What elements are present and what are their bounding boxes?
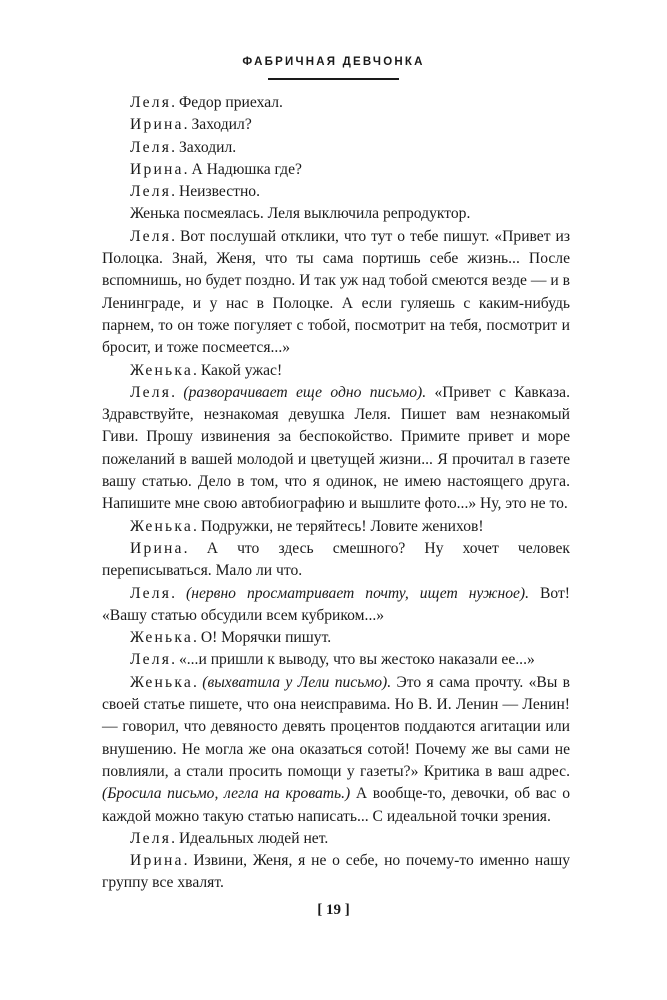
dialogue-paragraph: Женька. (выхватила у Лели письмо). Это я сама прочту. «Вы в своей статье пишете, что она неисправима. Но В. И. Ленин — Ленин! — говорил, что девяносто девять процентов поддаются агитации или внушению. Не могла же она оказаться сотой! Почему же вы сами не повлияли, а стали просить помощи у газеты?» Критика в ваш адрес. (Бросила письмо, легла на кровать.) А вообще-то, девочки, об вас о каждой можно такую статью написать... С идеальной точки зрения. [102,673,571,825]
speaker-name: Леля [130,829,172,847]
header-rule [268,78,399,80]
dialogue-text: Женька посмеялась. Леля выключила репродуктор. [130,205,471,223]
speaker-name: Ирина [130,539,184,557]
stage-direction: (нервно просматривает почту, ищет нужное). [186,584,530,602]
page-number: [ 19 ] [317,902,350,918]
dialogue-paragraph: Леля. (разворачивает еще одно письмо). «Привет с Кавказа. Здравствуйте, незнакомая девушка Леля. Пишет вам незнакомый Гиви. Прошу извинения за беспокойство. Примите привет и море пожеланий в вашей молодой и цветущей жизни... Я прочитал в газете вашу статью. Дело в том, что я одинок, не имею настоящего друга. Напишите мне свою автобиографию и вышлите фото...» Ну, это не то. [102,383,571,513]
speaker-name: Женька [130,517,194,535]
dialogue-paragraph: Леля. (нервно просматривает почту, ищет нужное). Вот! «Вашу статью обсудили всем кубриком...» [102,584,570,624]
stage-direction: (разворачивает еще одно письмо). [183,383,427,401]
dialogue-paragraph: Леля. «...и пришли к выводу, что вы жестоко наказали ее...» [130,651,535,669]
dialogue-text: Это я сама прочту. «Вы в своей статье пишете, что она неисправима. Но В. И. Ленин — Ленин! — говорил, что девяносто девять процентов поддаются агитации или внушению. Не могла же она оказаться сотой! Почему же вы сами не повлияли, а стали просить помощи у газеты?» Критика в ваш адрес. [102,673,571,780]
dialogue-paragraph: Леля. Вот послушай отклики, что тут о тебе пишут. «Привет из Полоцка. Знай, Женя, что ты сама портишь себе жизнь... После вспомнишь, но будет поздно. И так уж над тобой смеются везде — и в Ленинграде, и у нас в Полоцке. А если гуляешь с каким-нибудь парнем, то он тоже погуляет с тобой, посмотрит на тебя, посмотрит и бросит, и тоже посмеется...» [102,227,571,357]
dialogue-text: Вот! «Вашу статью обсудили всем кубриком...» [102,584,570,624]
running-header: ФАБРИЧНАЯ ДЕВЧОНКА [242,56,425,68]
dialogue-text: «Привет с Кавказа. Здравствуйте, незнакомая девушка Леля. Пишет вам незнакомый Гиви. Прошу извинения за беспокойство. Примите привет и море пожеланий в вашей молодой и цветущей жизни... Я прочитал в газете вашу статью. Дело в том, что я одинок, не имею настоящего друга. Напишите мне свою автобиографию и вышлите фото...» Ну, это не то. [102,383,571,513]
dialogue-text: Федор приехал. [178,94,283,111]
dialogue-text: А что здесь смешного? Ну хочет человек переписываться. Мало ли что. [102,539,571,580]
dialogue-paragraph: Женька. О! Морячки пишут. [130,629,332,647]
speaker-name: Ирина [130,116,184,134]
speaker-name: Леля [130,138,172,156]
dialogue-paragraph: Ирина. Заходил? [130,116,252,134]
dialogue-paragraph: Женька. Какой ужас! [130,361,283,379]
dialogue-text: А вообще-то, девочки, об вас о каждой можно такую статью написать... С идеальной точки зрения. [102,785,570,825]
dialogue-text: О! Морячки пишут. [200,629,332,647]
dialogue-paragraph: Леля. Заходил. [130,138,237,156]
speaker-name: Леля [130,584,172,602]
dialogue-text: Какой ужас! [200,361,283,379]
speaker-name: Леля [130,227,172,245]
speaker-name: Леля [130,94,172,111]
dialogue-paragraph: Ирина. А что здесь смешного? Ну хочет человек переписываться. Мало ли что. [102,539,571,580]
dialogue-paragraph: Ирина. Извини, Женя, я не о себе, но почему-то именно нашу группу все хвалят. [102,852,570,892]
speaker-name: Ирина [130,852,184,870]
dialogue-paragraph: Ирина. А Надюшка где? [130,160,302,178]
dialogue-text: Подружки, не теряйтесь! Ловите женихов! [200,517,484,535]
dialogue-text: «...и пришли к выводу, что вы жестоко наказали ее...» [178,651,535,669]
stage-direction: (Бросила письмо, легла на кровать.) [102,785,351,803]
speaker-name: Леля [130,383,172,401]
speaker-name: Женька [130,673,194,691]
speaker-name: Леля [130,183,172,201]
dialogue-paragraph: Леля. Федор приехал. [130,94,283,111]
dialogue-text: Идеальных людей нет. [178,829,329,847]
stage-direction: (выхватила у Лели письмо). [202,673,392,691]
dialogue-paragraph: Женька. Подружки, не теряйтесь! Ловите женихов! [130,517,484,535]
play-text [102,92,570,895]
dialogue-text: Вот послушай отклики, что тут о тебе пишут. «Привет из Полоцка. Знай, Женя, что ты сама портишь себе жизнь... После вспомнишь, но будет поздно. И так уж над тобой смеются везде — и в Ленинграде, и у нас в Полоцке. А если гуляешь с каким-нибудь парнем, то он тоже погуляет с тобой, посмотрит на тебя, посмотрит и бросит, и тоже посмеется...» [102,227,571,357]
dialogue-paragraph: Леля. Неизвестно. [130,183,260,201]
dialogue-text: Извини, Женя, я не о себе, но почему-то именно нашу группу все хвалят. [102,852,570,892]
speaker-name: Ирина [130,160,184,178]
dialogue-paragraph: Леля. Идеальных людей нет. [130,829,329,847]
speaker-name: Женька [130,629,194,647]
dialogue-text: Неизвестно. [178,183,260,201]
dialogue-paragraph [102,203,570,225]
dialogue-text: Заходил? [191,116,252,134]
dialogue-text: А Надюшка где? [191,160,302,178]
speaker-name: Женька [130,361,194,379]
dialogue-text: Заходил. [178,138,237,156]
speaker-name: Леля [130,651,172,669]
